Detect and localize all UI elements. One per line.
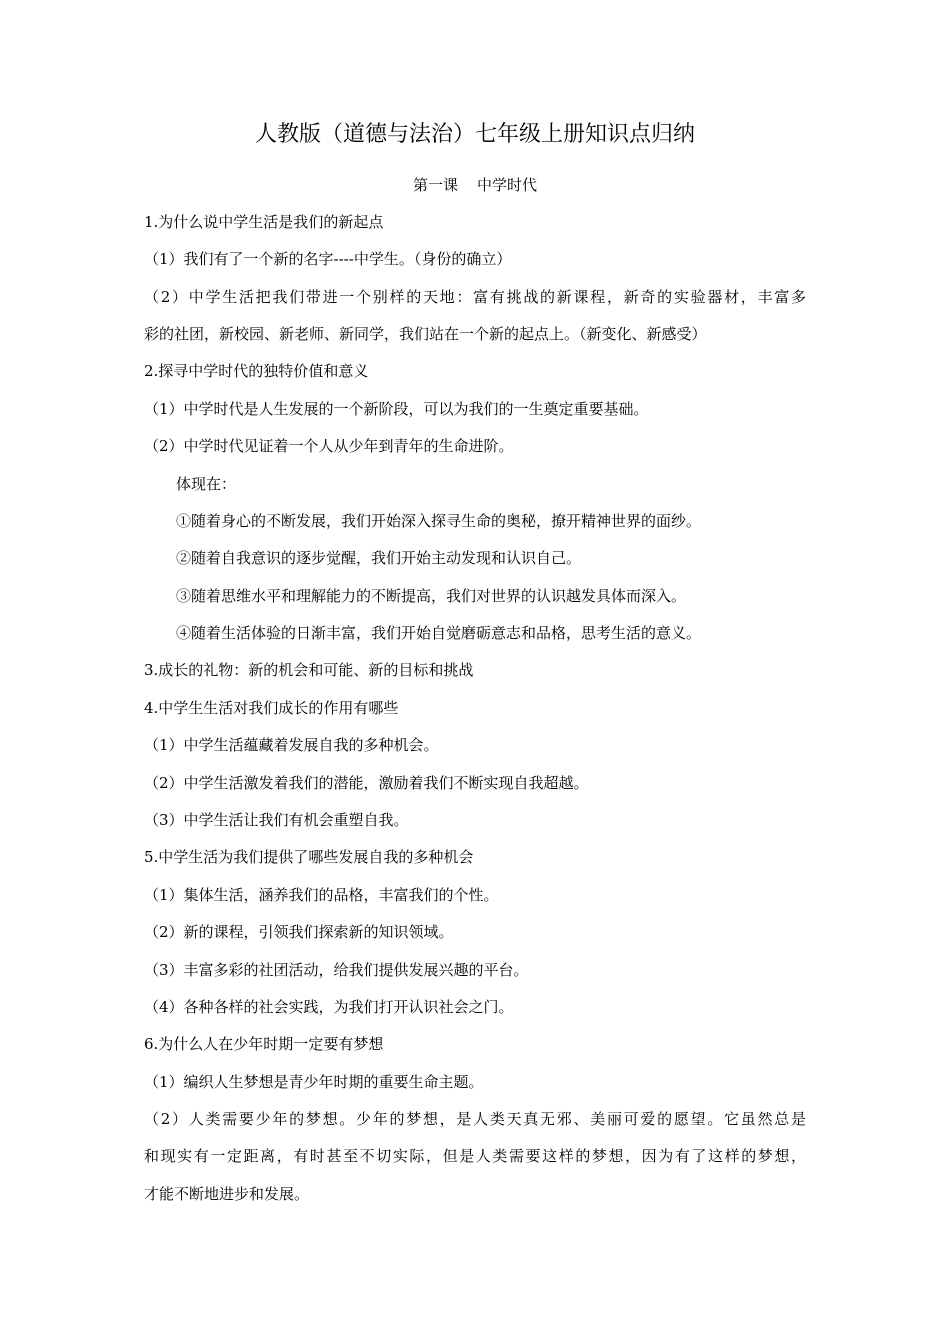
question-2-item: ③随着思维水平和理解能力的不断提高，我们对世界的认识越发具体而深入。 [176, 587, 687, 605]
question-1-point-1: （1）我们有了一个新的名字----中学生。（身份的确立） [144, 250, 512, 268]
question-4-item: （3）中学生活让我们有机会重塑自我。 [144, 811, 409, 829]
question-4-item: （1）中学生活蕴藏着发展自我的多种机会。 [144, 736, 439, 754]
question-2-item: ④随着生活体验的日渐丰富，我们开始自觉磨砺意志和品格，思考生活的意义。 [176, 624, 702, 642]
question-6-heading: 6.为什么人在少年时期一定要有梦想 [144, 1035, 384, 1053]
question-2-item: ②随着自我意识的逐步觉醒，我们开始主动发现和认识自己。 [176, 549, 582, 567]
question-2-point-2: （2）中学时代见证着一个人从少年到青年的生命进阶。 [144, 437, 514, 455]
question-4-heading: 4.中学生生活对我们成长的作用有哪些 [144, 699, 399, 717]
question-2-sub-heading: 体现在： [176, 475, 237, 493]
question-6-point-1: （1）编织人生梦想是青少年时期的重要生命主题。 [144, 1073, 484, 1091]
document-title: 人教版（道德与法治）七年级上册知识点归纳 [254, 122, 695, 147]
question-5-item: （3）丰富多彩的社团活动，给我们提供发展兴趣的平台。 [144, 961, 529, 979]
question-5-item: （4）各种各样的社会实践，为我们打开认识社会之门。 [144, 998, 514, 1016]
lesson-title: 第一课 中学时代 [412, 176, 538, 194]
question-1-heading: 1.为什么说中学生活是我们的新起点 [144, 213, 384, 231]
question-4-item: （2）中学生活激发着我们的潜能，激励着我们不断实现自我超越。 [144, 774, 589, 792]
question-6-point-2-line-1: （2）人类需要少年的梦想。少年的梦想，是人类天真无邪、美丽可爱的愿望。它虽然总是 [144, 1110, 806, 1128]
question-1-point-2-line-2: 彩的社团，新校园、新老师、新同学，我们站在一个新的起点上。（新变化、新感受） [144, 325, 707, 343]
question-2-point-1: （1）中学时代是人生发展的一个新阶段，可以为我们的一生奠定重要基础。 [144, 400, 649, 418]
question-2-heading: 2.探寻中学时代的独特价值和意义 [144, 362, 369, 380]
question-6-point-2-line-2: 和现实有一定距离，有时甚至不切实际，但是人类需要这样的梦想，因为有了这样的梦想， [144, 1147, 806, 1165]
question-5-item: （2）新的课程，引领我们探索新的知识领域。 [144, 923, 454, 941]
question-6-point-2-line-3: 才能不断地进步和发展。 [144, 1185, 310, 1203]
question-3-heading: 3.成长的礼物：新的机会和可能、新的目标和挑战 [144, 661, 474, 679]
question-2-item: ①随着身心的不断发展，我们开始深入探寻生命的奥秘，撩开精神世界的面纱。 [176, 512, 702, 530]
question-1-point-2-line-1: （2）中学生活把我们带进一个别样的天地：富有挑战的新课程，新奇的实验器材，丰富多 [144, 288, 806, 306]
question-5-item: （1）集体生活，涵养我们的品格，丰富我们的个性。 [144, 886, 499, 904]
question-5-heading: 5.中学生活为我们提供了哪些发展自我的多种机会 [144, 848, 474, 866]
